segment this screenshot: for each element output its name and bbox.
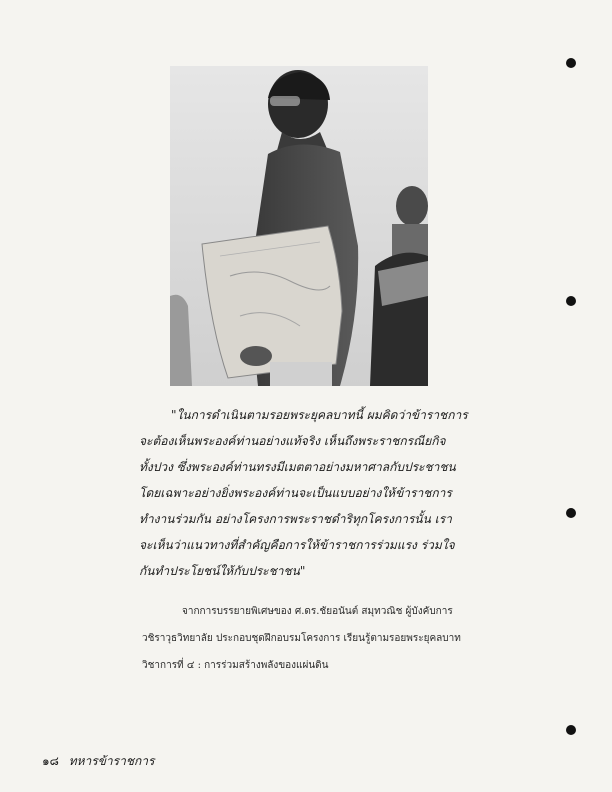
page-footer [42, 752, 154, 771]
punch-hole-middle-lower [566, 508, 576, 518]
source-line: วชิราวุธวิทยาลัย ประกอบชุดฝึกอบรมโครงการ เรียนรู้ตามรอยพระยุคลบาท [142, 633, 461, 644]
source-line: จากการบรรยายพิเศษของ ศ.ดร.ชัยอนันต์ สมุทวณิช ผู้บังคับการ [182, 606, 453, 617]
quote-line: ทำงานร่วมกัน อย่างโครงการพระราชดำริทุกโครงการนั้น เรา [139, 512, 452, 526]
quote-line: ทั้งปวง ซึ่งพระองค์ท่านทรงมีเมตตาอย่างมหาศาลกับประชาชน [139, 460, 456, 474]
punch-hole-top [566, 58, 576, 68]
quote-line: จะเห็นว่าแนวทางที่สำคัญคือการให้ข้าราชการร่วมแรง ร่วมใจ [139, 538, 455, 552]
quote-source [142, 598, 482, 679]
quote-line: โดยเฉพาะอย่างยิ่งพระองค์ท่านจะเป็นแบบอย่างให้ข้าราชการ [139, 486, 452, 500]
source-line: วิชาการที่ ๔ : การร่วมสร้างพลังของแผ่นดิน [142, 660, 329, 671]
quote-line: กันทำประโยชน์ให้กับประชาชน" [139, 564, 306, 578]
quotation [139, 402, 479, 584]
quote-line: "ในการดำเนินตามรอยพระยุคลบาทนี้ ผมคิดว่าข้าราชการ [171, 408, 468, 422]
photograph [170, 66, 428, 386]
punch-hole-bottom [566, 725, 576, 735]
photograph-drawing [170, 66, 428, 386]
punch-hole-middle-upper [566, 296, 576, 306]
quote-line: จะต้องเห็นพระองค์ท่านอย่างแท้จริง เห็นถึงพระราชกรณียกิจ [139, 434, 446, 448]
publication-title: ทหารข้าราชการ [68, 754, 155, 768]
page-number: ๑๘ [42, 754, 59, 768]
